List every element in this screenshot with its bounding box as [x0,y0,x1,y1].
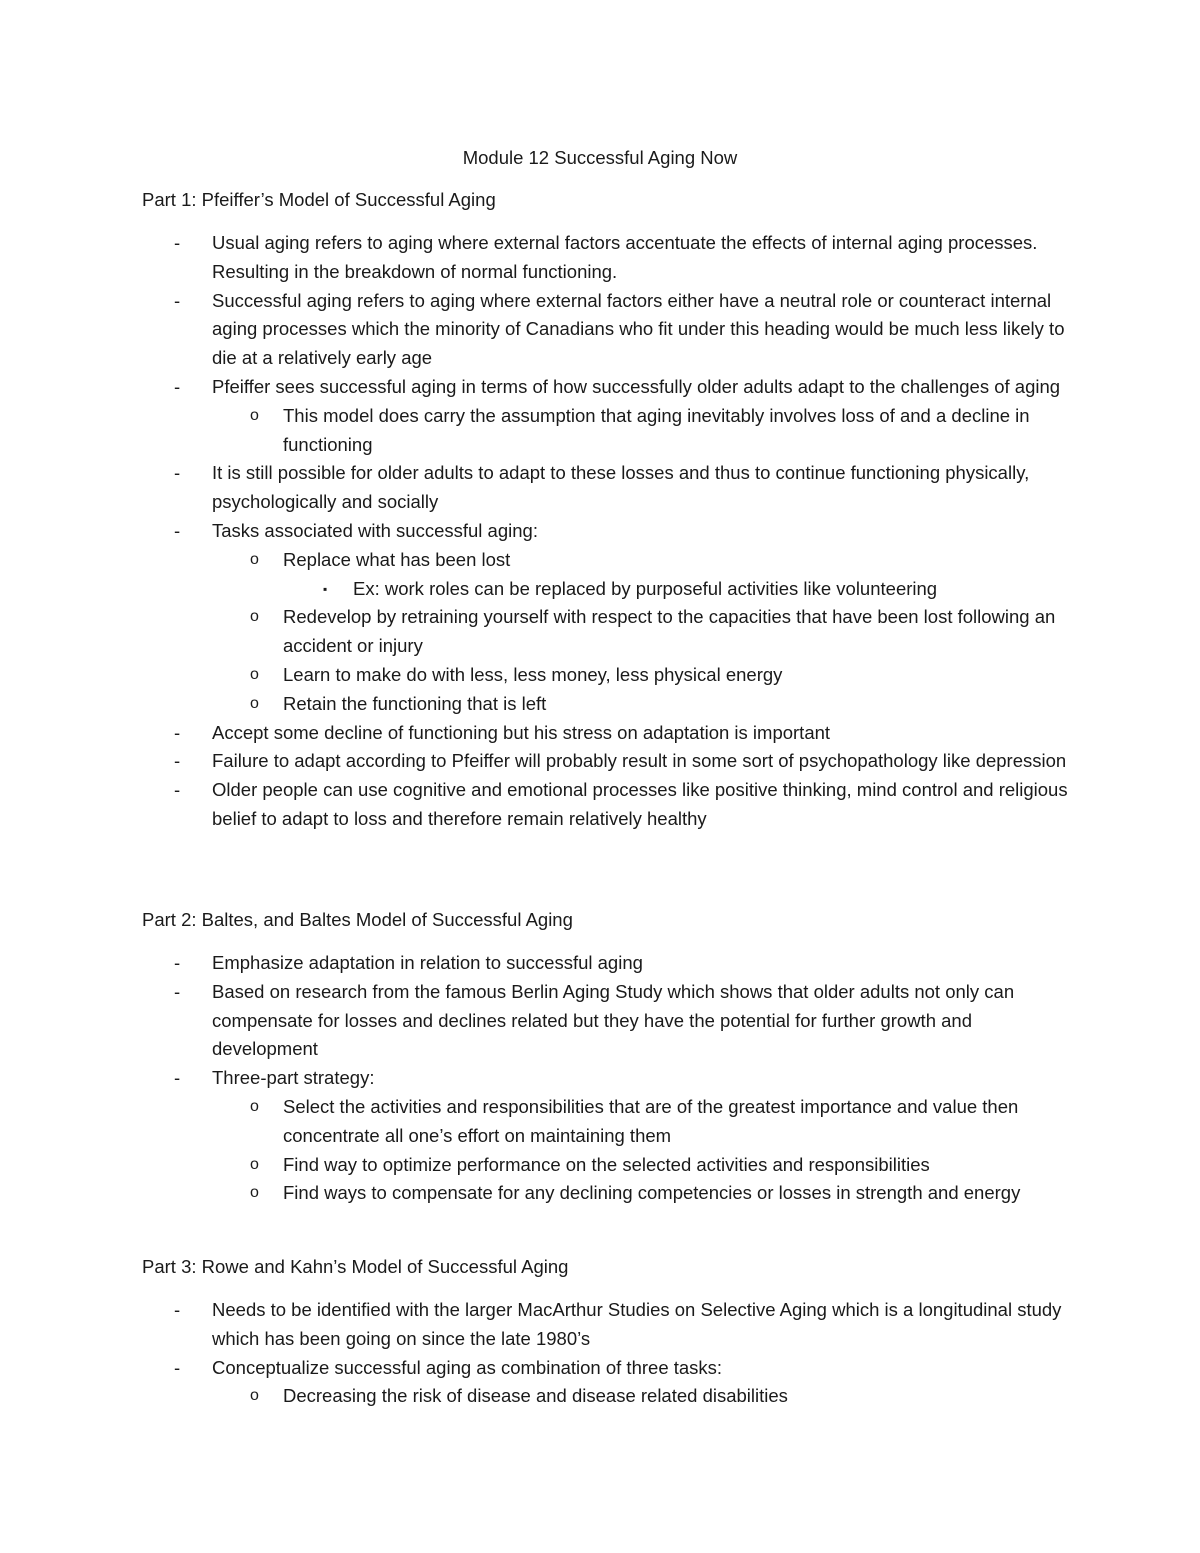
dash-bullet: - [174,1356,181,1378]
list-item [142,747,1072,776]
circle-bullet: o [250,1155,259,1173]
list-item [142,978,1072,1064]
part3-list [142,1296,1072,1411]
list-item-text: This model does carry the assumption that aging inevitably involves loss of and a decline in functioning [283,404,1030,455]
list-item-text: Older people can use cognitive and emotional processes like positive thinking, mind control and religious belief to adapt to loss and therefore remain relatively healthy [212,779,1068,829]
list-item [142,402,1072,460]
list-item [142,229,1072,287]
list-item-text: Ex: work roles can be replaced by purposeful activities like volunteering [353,577,938,599]
circle-bullet: o [250,1097,259,1115]
dash-bullet: - [174,1067,181,1089]
list-item [142,1151,1072,1180]
circle-bullet: o [250,665,259,683]
dash-bullet: - [174,980,181,1002]
list-item [142,690,1072,719]
list-item [142,373,1072,402]
list-item [142,1382,1072,1411]
list-item [142,776,1072,834]
list-item [142,1296,1072,1354]
list-item [142,949,1072,978]
circle-bullet: o [250,406,259,424]
list-item-text: It is still possible for older adults to adapt to these losses and thus to continue functioning physically, psychologically and socially [212,462,1030,513]
part1-list [142,229,1072,834]
list-item [142,661,1072,690]
circle-bullet: o [250,694,259,712]
list-item-text: Accept some decline of functioning but his stress on adaptation is important [212,721,831,743]
part1-heading: Part 1: Pfeiffer’s Model of Successful Aging [142,189,496,210]
list-item-text: Decreasing the risk of disease and disease related disabilities [283,1385,788,1407]
list-item-text: Three-part strategy: [212,1067,375,1089]
list-item-text: Successful aging refers to aging where external factors either have a neutral role or counteract internal aging processes which the minority of Canadians who fit under this heading would be much less likely to die at a relatively early age [212,289,1065,369]
list-item-text: Tasks associated with successful aging: [212,519,538,541]
list-item-text: Redevelop by retraining yourself with respect to the capacities that have been lost following an accident or injury [283,606,1056,657]
list-item-text: Needs to be identified with the larger MacArthur Studies on Selective Aging which is a longitudinal study which has been going on since the late 1980’s [212,1299,1062,1349]
list-item-text: Replace what has been lost [283,548,511,570]
list-item-text: Failure to adapt according to Pfeiffer will probably result in some sort of psychopathology like depression [212,750,1067,772]
dash-bullet: - [174,1299,181,1320]
list-item [142,517,1072,546]
list-item [142,603,1072,661]
dash-bullet: - [174,462,181,484]
list-item-text: Retain the functioning that is left [283,692,547,714]
list-item-text: Based on research from the famous Berlin Aging Study which shows that older adults not only can compensate for losses and declines related but they have the potential for further growth and development [212,980,1015,1060]
dash-bullet: - [174,952,181,973]
list-item-text: Usual aging refers to aging where external factors accentuate the effects of internal aging processes. Resulting in the breakdown of normal functioning. [212,232,1038,282]
dash-bullet: - [174,289,181,311]
circle-bullet: o [250,550,259,568]
list-item-text: Pfeiffer sees successful aging in terms of how successfully older adults adapt to the challenges of aging [212,375,1061,397]
list-item-text: Emphasize adaptation in relation to successful aging [212,952,643,973]
part2-list [142,949,1072,1208]
dash-bullet: - [174,232,181,253]
list-item [142,1179,1072,1208]
list-item [142,719,1072,748]
dash-bullet: - [174,750,181,772]
dash-bullet: - [174,721,181,743]
dash-bullet: - [174,375,181,397]
part3-heading: Part 3: Rowe and Kahn’s Model of Successful Aging [142,1256,569,1277]
list-item [142,1354,1072,1383]
list-item [142,1064,1072,1093]
list-item-text: Find way to optimize performance on the selected activities and responsibilities [283,1153,930,1175]
list-item-text: Select the activities and responsibilities that are of the greatest importance and value then concentrate all one’s effort on maintaining them [283,1095,1019,1146]
list-item [142,546,1072,575]
list-item-text: Learn to make do with less, less money, less physical energy [283,663,783,685]
list-item-text: Conceptualize successful aging as combination of three tasks: [212,1356,723,1378]
list-item [142,1093,1072,1151]
circle-bullet: o [250,608,259,626]
part2-heading: Part 2: Baltes, and Baltes Model of Successful Aging [142,909,573,930]
list-item [142,459,1072,517]
circle-bullet: o [250,1184,259,1202]
dash-bullet: - [174,779,181,801]
list-item [142,287,1072,373]
square-bullet-icon: ▪ [323,581,328,596]
list-item-text: Find ways to compensate for any declining competencies or losses in strength and energy [283,1182,1021,1204]
circle-bullet: o [250,1387,259,1405]
dash-bullet: - [174,519,181,541]
document-title: Module 12 Successful Aging Now [462,147,738,168]
list-item [142,575,1072,604]
